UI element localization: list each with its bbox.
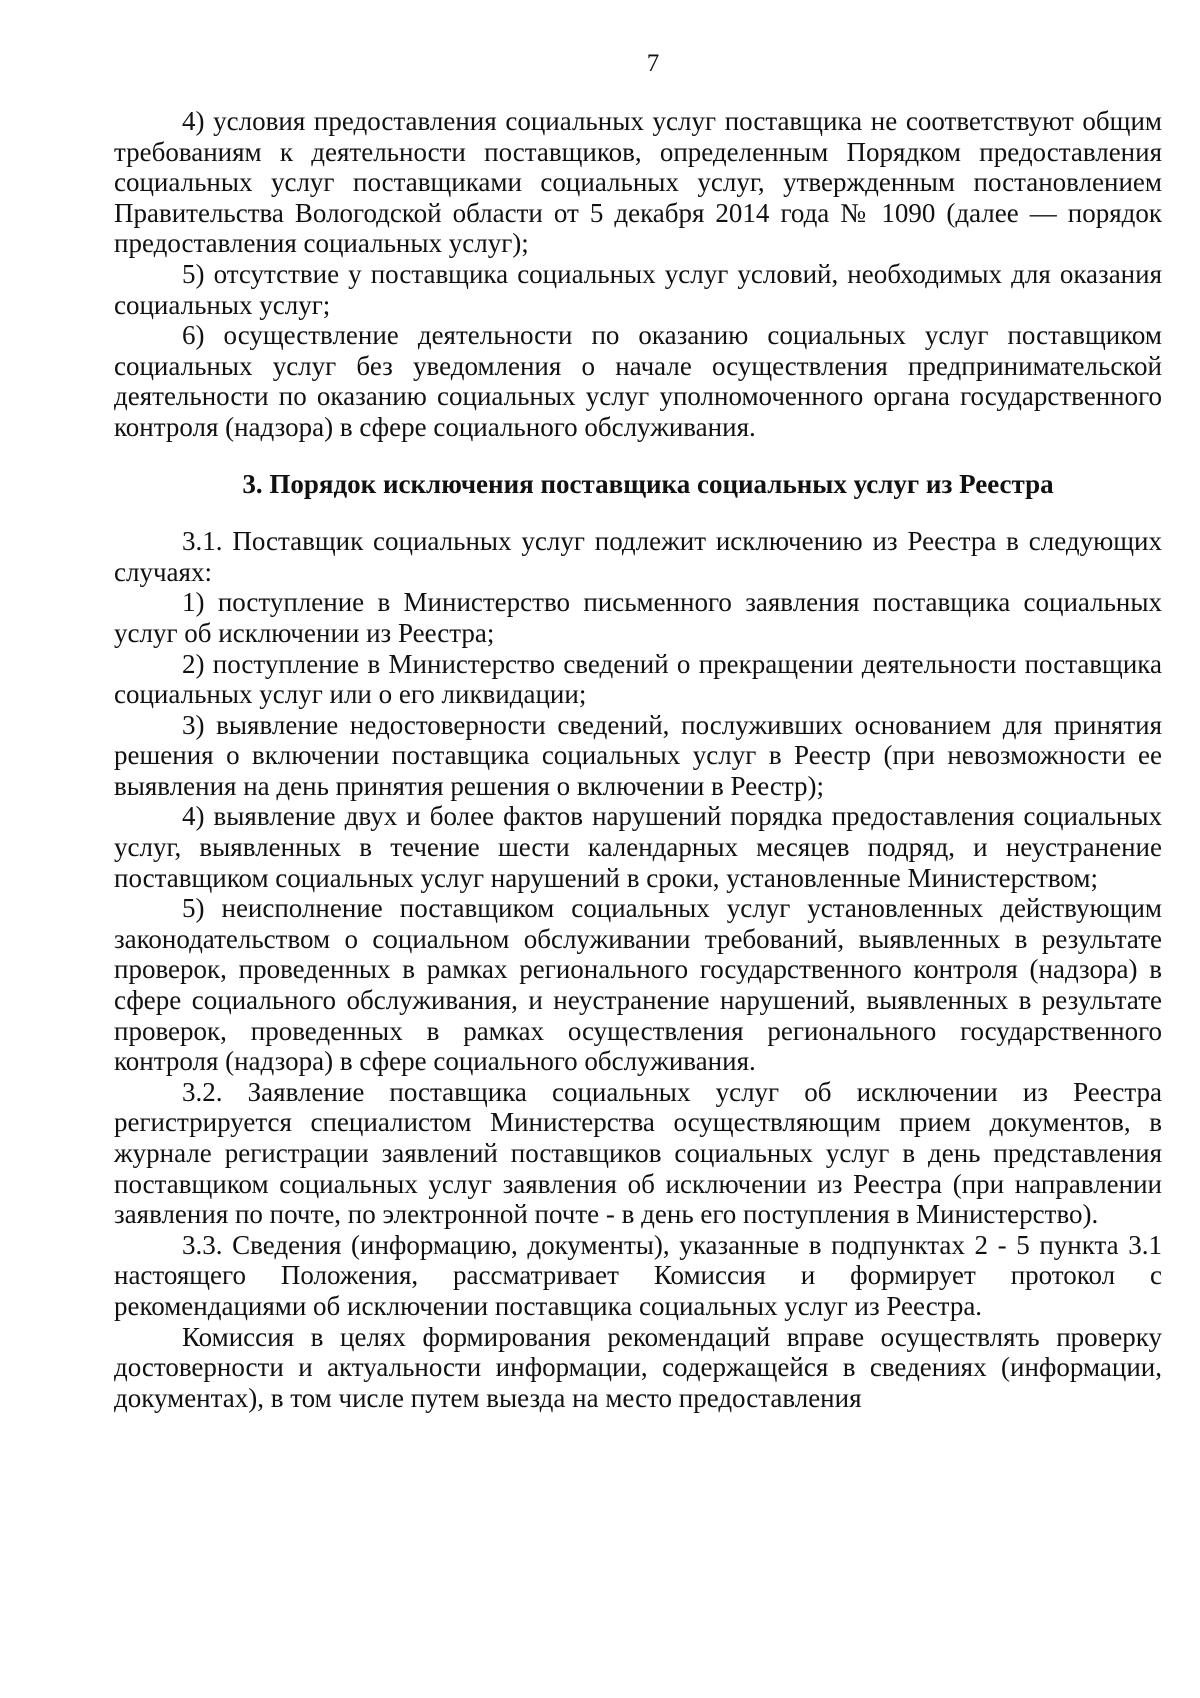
paragraph-3-1-item-2: 2) поступление в Министерство сведений о прекращении деятельности поставщика социальных услуг или о его ликвидации; <box>114 648 1162 710</box>
paragraph-item-5: 5) отсутствие у поставщика социальных услуг условий, необходимых для оказания социальных услуг; <box>114 258 1162 320</box>
section-heading: 3. Порядок исключения поставщика социальных услуг из Реестра <box>242 468 1054 499</box>
paragraph-3-1-item-3: 3) выявление недостоверности сведений, послуживших основанием для принятия решения о включении поставщика социальных услуг в Реестр (при невозможности ее выявления на день принятия решения о включении в Реестр); <box>114 709 1162 801</box>
page-number: 7 <box>646 50 660 77</box>
paragraph-item-6: 6) осуществление деятельности по оказанию социальных услуг поставщиком социальных услуг без уведомления о начале осуществления предпринимательской деятельности по оказанию социальных услуг уполномоченного органа государственного контроля (надзора) в сфере социального обслуживания. <box>114 320 1162 442</box>
paragraph-item-4: 4) условия предоставления социальных услуг поставщика не соответствуют общим требованиям к деятельности поставщиков, определенным Порядком предоставления социальных услуг поставщиками социальных услуг, утвержденным постановлением Правительства Вологодской области от 5 декабря 2014 года № 1090 (далее — порядок предоставления социальных услуг); <box>114 106 1162 259</box>
paragraph-3-1: 3.1. Поставщик социальных услуг подлежит исключению из Реестра в следующих случаях: <box>114 526 1162 587</box>
paragraph-3-1-item-1: 1) поступление в Министерство письменного заявления поставщика социальных услуг об исключении из Реестра; <box>114 587 1162 648</box>
paragraph-3-2: 3.2. Заявление поставщика социальных услуг об исключении из Реестра регистрируется специалистом Министерства осуществляющим прием документов, в журнале регистрации заявлений поставщиков социальных услуг в день представления поставщиком социальных услуг заявления об исключении из Реестра (при направлении заявления по почте, по электронной почте - в день его поступления в Министерство). <box>114 1076 1162 1230</box>
paragraph-commission: Комиссия в целях формирования рекомендаций вправе осуществлять проверку достоверности и актуальности информации, содержащейся в сведениях (информации, документах), в том числе путем выезда на место предоставления <box>114 1321 1162 1413</box>
paragraph-3-1-item-4: 4) выявление двух и более фактов нарушений порядка предоставления социальных услуг, выявленных в течение шести календарных месяцев подряд, и неустранение поставщиком социальных услуг нарушений в сроки, установленные Министерством; <box>114 801 1162 893</box>
paragraph-3-1-item-5: 5) неисполнение поставщиком социальных услуг установленных действующим законодательством о социальном обслуживании требований, выявленных в результате проверок, проведенных в рамках регионального государственного контроля (надзора) в сфере социального обслуживания, и неустранение нарушений, выявленных в результате проверок, проведенных в рамках осуществления регионального государственного контроля (надзора) в сфере социального обслуживания. <box>114 893 1162 1077</box>
paragraph-3-3: 3.3. Сведения (информацию, документы), указанные в подпунктах 2 - 5 пункта 3.1 настоящего Положения, рассматривает Комиссия и формирует протокол с рекомендациями об исключении поставщика социальных услуг из Реестра. <box>114 1229 1162 1321</box>
